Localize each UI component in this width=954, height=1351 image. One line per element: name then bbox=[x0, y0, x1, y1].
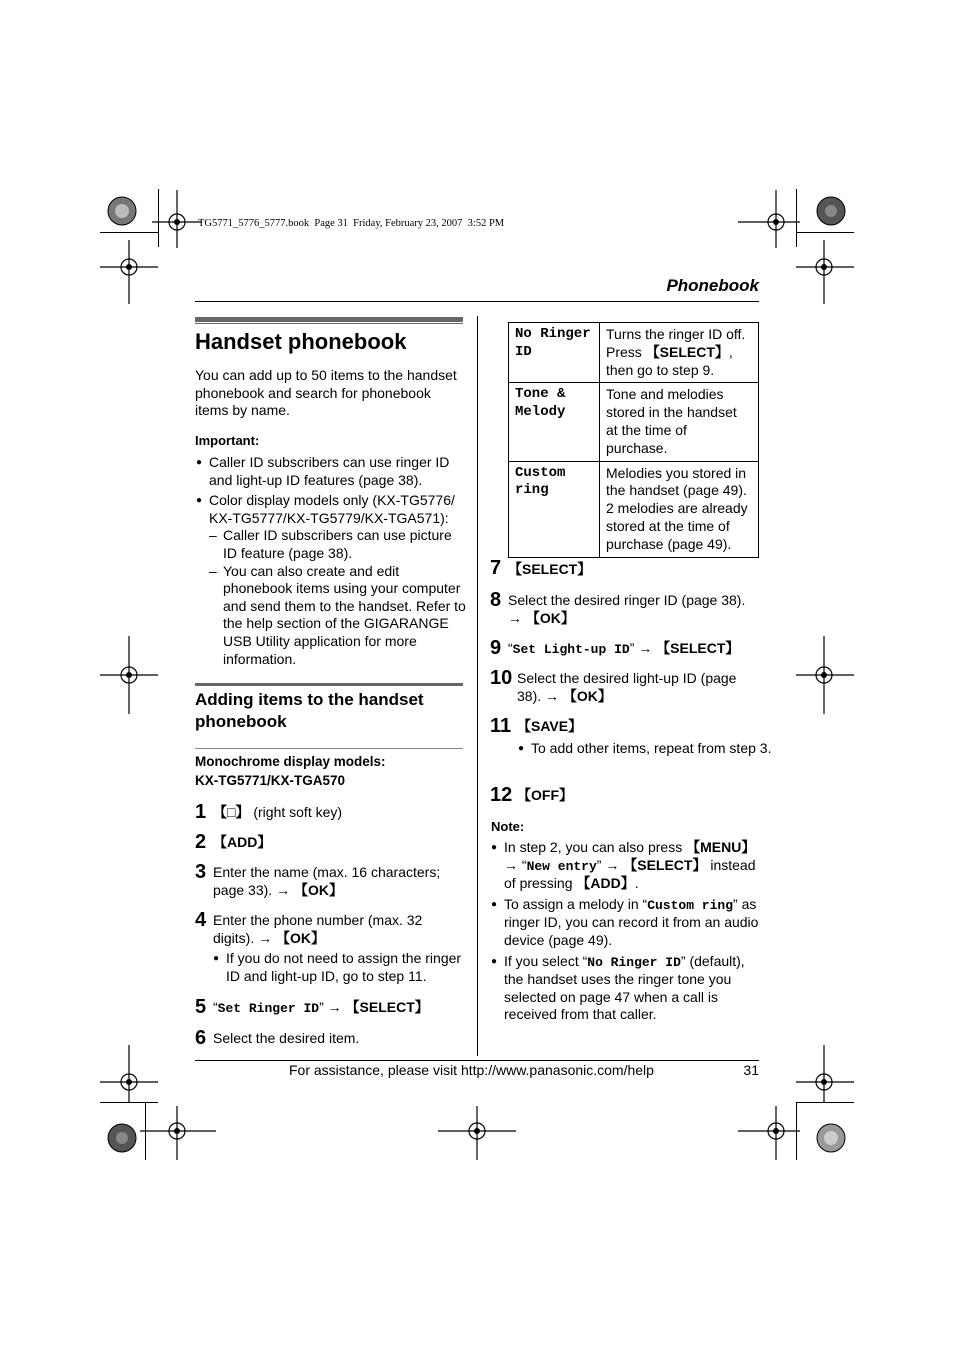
step-11-bullet: ● To add other items, repeat from step 3. bbox=[518, 740, 773, 758]
ok-key: 【OK】 bbox=[276, 929, 326, 946]
ringer-options-table bbox=[508, 322, 759, 558]
quote-close: ” bbox=[596, 856, 602, 873]
title-rule-thin bbox=[195, 323, 463, 324]
important-list bbox=[196, 454, 466, 668]
step-2-number: 2 bbox=[195, 831, 207, 853]
select-key: 【SELECT】 bbox=[656, 640, 740, 656]
step-10-line-2 bbox=[517, 688, 760, 706]
section-header: Phonebook bbox=[666, 276, 759, 295]
arrow-icon: → bbox=[545, 687, 560, 704]
step-8-line-1: Select the desired ringer ID (page 38). bbox=[508, 592, 746, 608]
step-4-bullet: ● If you do not need to assign the ringer ID and light-up ID, go to step 11. bbox=[213, 950, 465, 985]
quote-open: “ bbox=[521, 856, 527, 873]
models-label bbox=[195, 752, 386, 790]
menu-key: 【MENU】 bbox=[686, 839, 756, 855]
note-list bbox=[491, 839, 760, 1024]
step-8-line-2 bbox=[508, 610, 760, 628]
step-3-line-2-text: page 33). bbox=[213, 881, 273, 898]
important-dash-1: – Caller ID subscribers can use picture ID feature (page 38). bbox=[209, 527, 466, 562]
description-text-end: , then go to step 9. bbox=[606, 343, 733, 378]
note-1-text-2: instead of pressing bbox=[504, 856, 756, 892]
step-6-text: Select the desired item. bbox=[213, 1030, 360, 1046]
step-3-text bbox=[213, 864, 440, 899]
subsection-title-line-1: Adding items to the handset bbox=[195, 690, 424, 709]
arrow-icon: → bbox=[638, 640, 653, 656]
note-bullet-2 bbox=[491, 896, 760, 950]
note-3-text: If you select “ bbox=[504, 952, 588, 969]
ok-key: 【OK】 bbox=[562, 687, 612, 704]
footer-rule bbox=[195, 1060, 759, 1061]
table-row bbox=[509, 323, 759, 383]
ok-key: 【OK】 bbox=[525, 609, 575, 626]
subsection-title-line-2: phonebook bbox=[195, 712, 287, 731]
quote-close: ” bbox=[629, 640, 635, 656]
step-1-text bbox=[213, 804, 342, 822]
note-bullet-1 bbox=[491, 839, 760, 893]
note-bullet-3 bbox=[491, 953, 760, 1024]
step-4-line-2 bbox=[213, 930, 465, 948]
step-12-number: 12 bbox=[490, 784, 513, 806]
column-divider bbox=[477, 316, 478, 1056]
arrow-icon: → bbox=[508, 609, 522, 626]
select-key: 【SELECT】 bbox=[645, 343, 729, 360]
table-row bbox=[509, 461, 759, 557]
description-text: Turns the ringer ID off. Press bbox=[606, 326, 746, 360]
step-3-line-1: Enter the name (max. 16 characters; bbox=[213, 864, 441, 880]
menu-item-set-ringer-id: Set Ringer ID bbox=[217, 1001, 320, 1016]
header-info: TG5771_5776_5777.book Page 31 Friday, February 23, 2007 3:52 PM bbox=[198, 218, 505, 229]
intro-paragraph: You can add up to 50 items to the handset phonebook and search for phonebook items by name. bbox=[195, 367, 457, 419]
option-cell: Tone & Melody bbox=[509, 383, 600, 461]
step-4-line-2-text: digits). bbox=[213, 929, 255, 946]
subsection-title bbox=[195, 689, 424, 733]
note-3-text-2: ” (default), the handset uses the ringer tone you selected on page 47 when a call is received from that caller. bbox=[504, 952, 745, 1023]
quote-open: “ bbox=[213, 999, 218, 1015]
header-rule bbox=[195, 301, 759, 302]
step-3-number: 3 bbox=[195, 861, 207, 883]
step-10-line-2-text: 38). bbox=[517, 687, 542, 704]
note-heading: Note: bbox=[491, 819, 525, 834]
step-3-line-2 bbox=[213, 882, 440, 900]
step-9-number: 9 bbox=[490, 637, 502, 659]
phonebook-key: 【□】 bbox=[213, 804, 250, 820]
arrow-icon: → bbox=[605, 856, 620, 873]
description-cell bbox=[600, 323, 759, 383]
option-no-ringer-id: No Ringer ID bbox=[587, 954, 681, 970]
arrow-icon: → bbox=[327, 999, 342, 1015]
note-1-text: In step 2, you can also press bbox=[504, 839, 687, 855]
ok-key: 【OK】 bbox=[293, 881, 343, 898]
important-bullet-2: ● Color display models only (KX-TG5776/ KX-TG5777/KX-TG5779/KX-TGA571): bbox=[196, 492, 466, 527]
menu-item-new-entry: New entry bbox=[526, 858, 597, 874]
subsection-rule bbox=[195, 683, 463, 686]
step-4-text bbox=[213, 912, 465, 985]
step-11-number: 11 bbox=[490, 715, 512, 737]
add-key: 【ADD】 bbox=[576, 875, 635, 892]
description-cell: Tone and melodies stored in the handset at the time of purchase. bbox=[600, 383, 759, 461]
arrow-icon: → bbox=[276, 881, 291, 898]
important-bullet-1: ● Caller ID subscribers can use ringer ID and light-up ID features (page 38). bbox=[196, 454, 466, 489]
select-key: 【SELECT】 bbox=[508, 561, 592, 577]
page-title: Handset phonebook bbox=[195, 329, 407, 354]
step-8-text bbox=[508, 592, 760, 627]
step-4-line-1: Enter the phone number (max. 32 bbox=[213, 912, 423, 928]
description-cell: Melodies you stored in the handset (page 49). 2 melodies are already stored at the time of purchase (page 49). bbox=[600, 461, 759, 557]
note-1-end: . bbox=[634, 875, 639, 892]
menu-item-set-light-up-id: Set Light-up ID bbox=[512, 642, 630, 657]
step-4-number: 4 bbox=[195, 909, 207, 931]
add-key: 【ADD】 bbox=[213, 834, 272, 850]
arrow-icon: → bbox=[504, 856, 518, 873]
models-line-2: KX-TG5771/KX-TGA570 bbox=[195, 773, 346, 788]
step-8-number: 8 bbox=[490, 589, 502, 611]
arrow-icon: → bbox=[258, 929, 273, 946]
option-cell: No Ringer ID bbox=[509, 323, 600, 383]
select-key: 【SELECT】 bbox=[345, 999, 429, 1015]
subsection-rule-thin bbox=[195, 748, 463, 749]
step-10-line-1: Select the desired light-up ID (page bbox=[517, 670, 737, 686]
step-9-text bbox=[508, 640, 739, 659]
important-dash-2: – You can also create and edit phonebook items using your computer and send them to the handset. Refer to the help section of the GIGARANGE USB Utility application for more information. bbox=[209, 563, 466, 669]
title-rule bbox=[195, 317, 463, 322]
option-custom-ring: Custom ring bbox=[647, 897, 734, 913]
step-1-number: 1 bbox=[195, 801, 207, 823]
step-6-number: 6 bbox=[195, 1027, 207, 1049]
important-heading: Important: bbox=[195, 433, 260, 448]
page-number: 31 bbox=[743, 1062, 759, 1078]
step-5-text bbox=[213, 999, 429, 1018]
save-key: 【SAVE】 bbox=[517, 718, 583, 734]
models-line-1: Monochrome display models: bbox=[195, 754, 386, 769]
note-2-text-2: ” as ringer ID, you can record it from an audio device (page 49). bbox=[504, 895, 759, 948]
quote-open: “ bbox=[508, 640, 513, 656]
step-10-number: 10 bbox=[490, 667, 513, 689]
option-cell: Custom ring bbox=[509, 461, 600, 557]
quote-close: ” bbox=[319, 999, 324, 1015]
step-10-text bbox=[517, 670, 760, 705]
footer-assistance: For assistance, please visit http://www.panasonic.com/help bbox=[289, 1062, 654, 1078]
step-7-number: 7 bbox=[490, 557, 502, 579]
note-2-text: To assign a melody in “ bbox=[504, 895, 648, 912]
off-key: 【OFF】 bbox=[517, 787, 573, 803]
select-key: 【SELECT】 bbox=[623, 856, 707, 873]
step-5-number: 5 bbox=[195, 996, 207, 1018]
step-1-desc: (right soft key) bbox=[253, 804, 343, 820]
table-row bbox=[509, 383, 759, 461]
